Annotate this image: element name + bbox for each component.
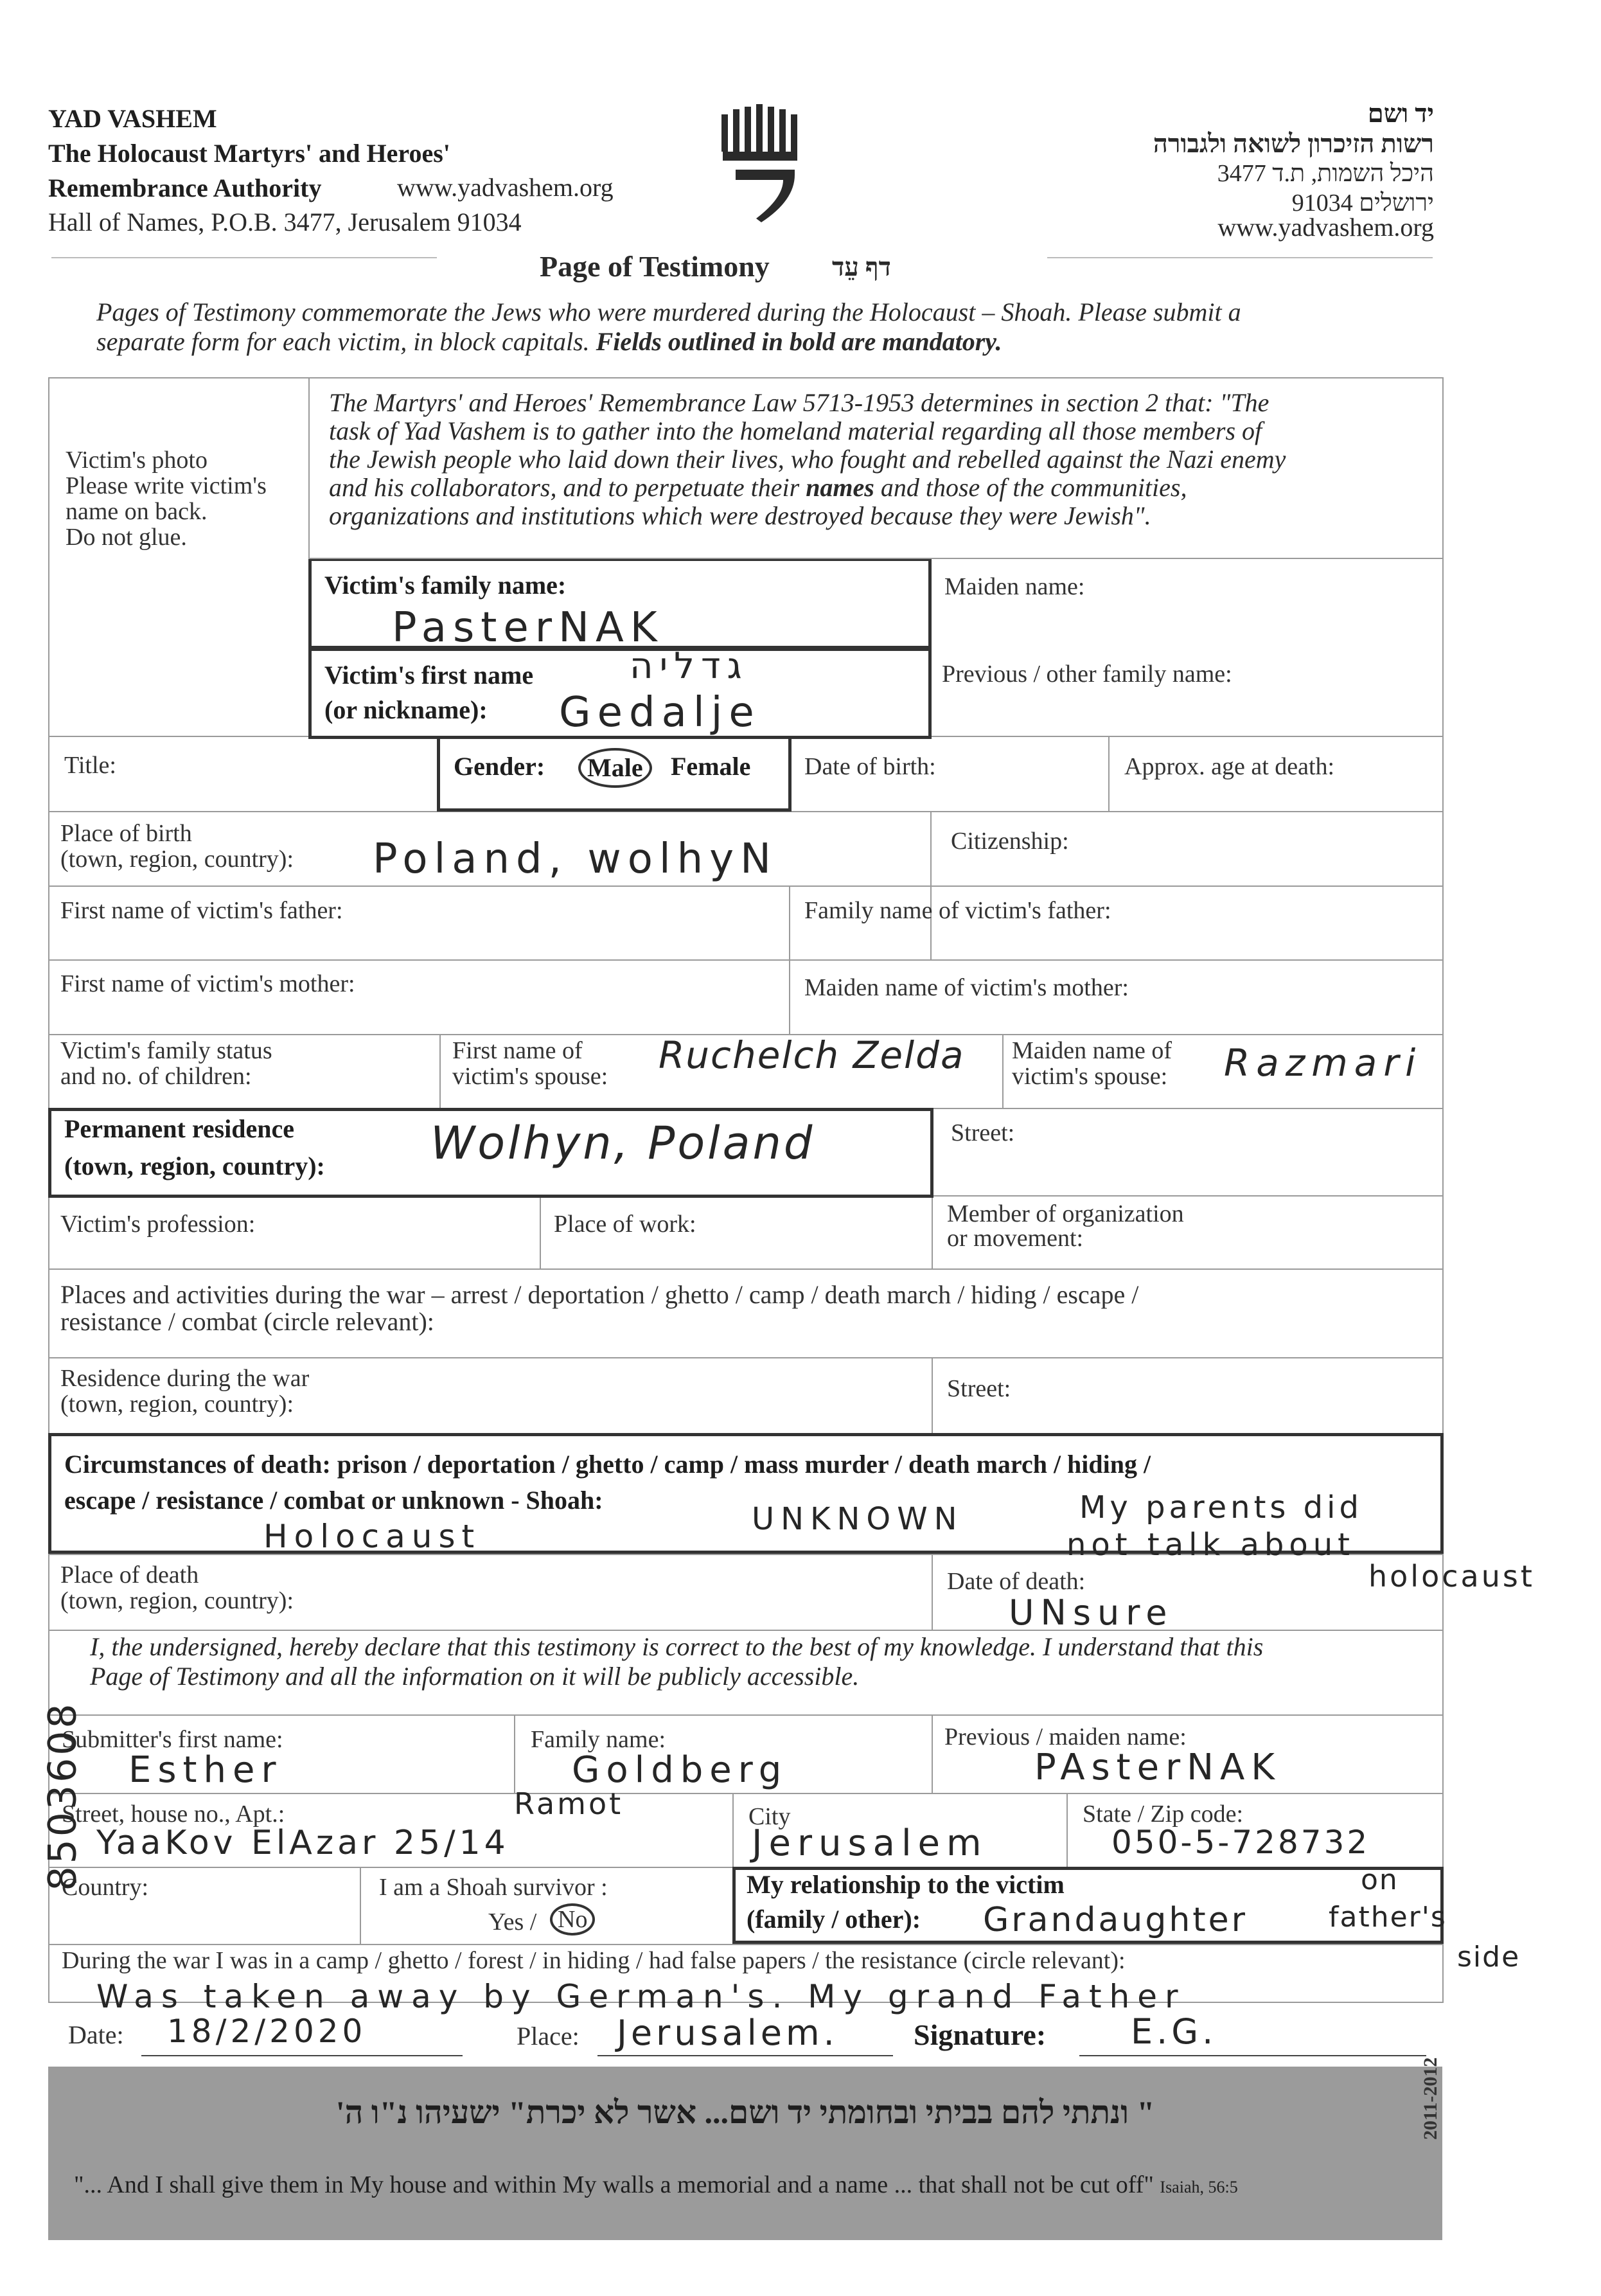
- website-he: www.yadvashem.org: [1217, 213, 1434, 242]
- relationship-value[interactable]: Grandaughter: [983, 1901, 1248, 1939]
- submitter-state-label: State / Zip code:: [1083, 1801, 1244, 1828]
- gender-male-circled[interactable]: Male: [578, 748, 652, 788]
- during-war-value[interactable]: Was taken away by German's. My grand Father: [96, 1978, 1186, 2015]
- page-title: Page of Testimony: [540, 250, 770, 283]
- father-family-label: Family name of victim's father:: [804, 897, 1111, 924]
- profession-label: Victim's profession:: [60, 1211, 256, 1238]
- submitter-city-value[interactable]: Jerusalem: [752, 1822, 988, 1864]
- place-value[interactable]: Jerusalem.: [617, 2013, 838, 2053]
- family-status-label-2: and no. of children:: [60, 1063, 252, 1090]
- org-subtitle-he: רשות הזיכרון לשואה ולגבורה: [1153, 129, 1434, 158]
- circumstances-note-1[interactable]: My parents did: [1079, 1490, 1363, 1526]
- spouse-maiden-label-1: Maiden name of: [1012, 1037, 1172, 1064]
- photo-label-4: Do not glue.: [66, 524, 187, 551]
- circumstances-label-1: Circumstances of death: prison / deportation / ghetto / camp / mass murder / death march / hiding /: [64, 1450, 1151, 1479]
- member-label-2: or movement:: [947, 1225, 1084, 1252]
- circumstances-note-2[interactable]: not talk about: [1066, 1527, 1355, 1563]
- mother-first-label: First name of victim's mother:: [60, 970, 355, 997]
- title-label: Title:: [64, 752, 116, 779]
- spouse-first-label-1: First name of: [452, 1037, 583, 1064]
- photo-label-1: Victim's photo: [66, 447, 208, 474]
- previous-family-name-field[interactable]: [944, 691, 1433, 729]
- first-name-value[interactable]: Gedalje: [559, 689, 761, 736]
- place-label: Place:: [517, 2022, 579, 2051]
- address-he-2: ירושלים 91034: [1291, 190, 1434, 217]
- circumstances-label-2: escape / resistance / combat or unknown - Shoah:: [64, 1486, 603, 1515]
- victim-photo-area[interactable]: [51, 386, 305, 733]
- perm-res-label-1: Permanent residence: [64, 1114, 295, 1143]
- intro-line-1: Pages of Testimony commemorate the Jews who were murdered during the Holocaust – Shoah. Please submit a: [96, 298, 1241, 326]
- during-war-label: During the war I was in a camp / ghetto / forest / in hiding / had false papers / the resistance (circle relevant):: [62, 1947, 1126, 1974]
- dod-label: Date of death:: [947, 1568, 1086, 1595]
- law-text: The Martyrs' and Heroes' Remembrance Law 5713-1953 determines in section 2 that: "The task of Yad Vashem is to gather into the homeland material regarding all those members of the Jewish people who laid down their lives, who fought and rebelled against the Nazi enemy and his collaborators, and to perpetuate their names and those of the communities, organizations and institutions which were destroyed because they were Jewish".: [329, 388, 1286, 530]
- signature-value[interactable]: E.G.: [1131, 2011, 1217, 2052]
- relationship-label-1: My relationship to the victim: [747, 1870, 1065, 1899]
- previous-family-name-label: Previous / other family name:: [942, 661, 1232, 688]
- address-he-1: היכל השמות, ת.ד 3477: [1217, 160, 1434, 187]
- title-field[interactable]: [154, 745, 424, 803]
- war-residence-label-1: Residence during the war: [60, 1365, 310, 1392]
- first-name-label: Victim's first name: [324, 661, 534, 690]
- gender-label: Gender:: [454, 752, 545, 781]
- perm-res-value[interactable]: Wolhyn, Poland: [430, 1117, 815, 1170]
- father-first-label: First name of victim's father:: [60, 897, 343, 924]
- dob-label: Date of birth:: [804, 753, 936, 780]
- page-title-he: דף עֵד: [832, 253, 891, 281]
- photo-label-3: name on back.: [66, 498, 208, 525]
- family-name-value[interactable]: PasterNAK: [392, 604, 664, 652]
- war-places-label-1: Places and activities during the war – arrest / deportation / ghetto / camp / death march / hiding / escape /: [60, 1280, 1139, 1309]
- relationship-note-1[interactable]: on: [1361, 1864, 1399, 1896]
- perm-res-label-2: (town, region, country):: [64, 1152, 325, 1180]
- footer-hebrew-quote: " ונתתי להם בביתי ובחומתי יד ושם... אשר לא יכרת" ישעיהו נ"ו ה': [335, 2094, 1155, 2130]
- war-street-label: Street:: [947, 1375, 1011, 1402]
- relationship-note-3[interactable]: side: [1457, 1941, 1521, 1973]
- spouse-first-label-2: victim's spouse:: [452, 1063, 608, 1090]
- member-label-1: Member of organization: [947, 1200, 1184, 1227]
- date-label: Date:: [68, 2020, 124, 2049]
- survivor-label: I am a Shoah survivor :: [379, 1874, 608, 1901]
- pob-label-1: Place of birth: [60, 820, 192, 847]
- signature-label: Signature:: [914, 2018, 1047, 2051]
- submitter-family-value[interactable]: Goldberg: [572, 1749, 788, 1791]
- pob-label-2: (town, region, country):: [60, 846, 294, 873]
- address-en: Hall of Names, P.O.B. 3477, Jerusalem 91034: [48, 208, 522, 236]
- maiden-name-label: Maiden name:: [944, 573, 1085, 600]
- circumstances-unknown-value[interactable]: UNKNOWN: [752, 1501, 964, 1537]
- submitter-city-label: City: [748, 1803, 791, 1830]
- footer-english-quote: "... And I shall give them in My house and within My walls a memorial and a name ... that shall not be cut off" Isaiah, 56:5: [74, 2171, 1238, 2198]
- submitter-zip-value[interactable]: 050-5-728732: [1111, 1824, 1370, 1861]
- submitter-first-value[interactable]: Esther: [128, 1749, 283, 1791]
- org-name-en: YAD VASHEM: [48, 104, 217, 133]
- website-en: www.yadvashem.org: [397, 173, 614, 202]
- survivor-yes[interactable]: Yes /: [488, 1909, 537, 1936]
- nickname-label: (or nickname):: [324, 695, 488, 724]
- approx-age-label: Approx. age at death:: [1124, 753, 1335, 780]
- submitter-previous-label: Previous / maiden name:: [944, 1723, 1187, 1750]
- pod-label-1: Place of death: [60, 1562, 199, 1589]
- citizenship-label: Citizenship:: [951, 828, 1069, 855]
- org-name-he: יד ושם: [1367, 99, 1434, 128]
- survivor-no-circled[interactable]: No: [550, 1903, 595, 1936]
- declaration: I, the undersigned, hereby declare that this testimony is correct to the best of my knowledge. I understand that this Page of Testimony and all the information on it will be publicly accessible.: [90, 1632, 1264, 1691]
- street-label: Street:: [951, 1119, 1015, 1146]
- maiden-name-field[interactable]: [944, 604, 1433, 643]
- relationship-label-2: (family / other):: [747, 1905, 921, 1934]
- org-subtitle-en-1: The Holocaust Martyrs' and Heroes': [48, 139, 450, 168]
- intro-line-2: separate form for each victim, in block capitals. Fields outlined in bold are mandatory.: [96, 327, 1002, 356]
- submitter-street-extra[interactable]: Ramot: [514, 1786, 624, 1821]
- submitter-family-label: Family name:: [531, 1726, 666, 1753]
- place-of-work-label: Place of work:: [554, 1211, 696, 1238]
- gender-female[interactable]: Female: [671, 752, 751, 781]
- yad-vashem-logo: [716, 103, 806, 235]
- photo-label-2: Please write victim's: [66, 472, 267, 499]
- war-places-label-2: resistance / combat (circle relevant):: [60, 1307, 434, 1336]
- org-subtitle-en-2: Remembrance Authority: [48, 174, 322, 202]
- submitter-first-label: Submitter's first name:: [62, 1726, 283, 1753]
- family-name-label: Victim's family name:: [324, 571, 567, 600]
- side-id-number: 8503608: [40, 1701, 85, 1891]
- mother-maiden-label: Maiden name of victim's mother:: [804, 974, 1129, 1001]
- spouse-maiden-value[interactable]: Razmari: [1224, 1041, 1422, 1085]
- relationship-note-2[interactable]: father's: [1329, 1901, 1447, 1934]
- circumstances-holocaust-value[interactable]: Holocaust: [263, 1518, 481, 1555]
- submitter-previous-value[interactable]: PAsterNAK: [1034, 1747, 1282, 1788]
- submitter-street-value[interactable]: YaaKov ElAzar 25/14: [96, 1824, 509, 1862]
- circumstances-note-3[interactable]: holocaust: [1368, 1559, 1535, 1594]
- family-status-label-1: Victim's family status: [60, 1037, 272, 1064]
- pob-value[interactable]: Poland, wolhyN: [373, 835, 777, 883]
- date-value[interactable]: 18/2/2020: [167, 2013, 367, 2050]
- submitter-country-label: Country:: [62, 1874, 149, 1901]
- first-name-hebrew-value[interactable]: גדליה: [630, 645, 748, 687]
- form-code: 2011-2012: [1420, 2057, 1441, 2140]
- dod-value[interactable]: UNsure: [1009, 1592, 1174, 1633]
- spouse-maiden-label-2: victim's spouse:: [1012, 1063, 1168, 1090]
- pod-label-2: (town, region, country):: [60, 1587, 294, 1614]
- submitter-street-label: Street, house no., Apt.:: [62, 1801, 285, 1828]
- footer-banner: [48, 2067, 1442, 2240]
- spouse-first-value[interactable]: Ruchelch Zelda: [659, 1033, 965, 1077]
- war-residence-label-2: (town, region, country):: [60, 1391, 294, 1418]
